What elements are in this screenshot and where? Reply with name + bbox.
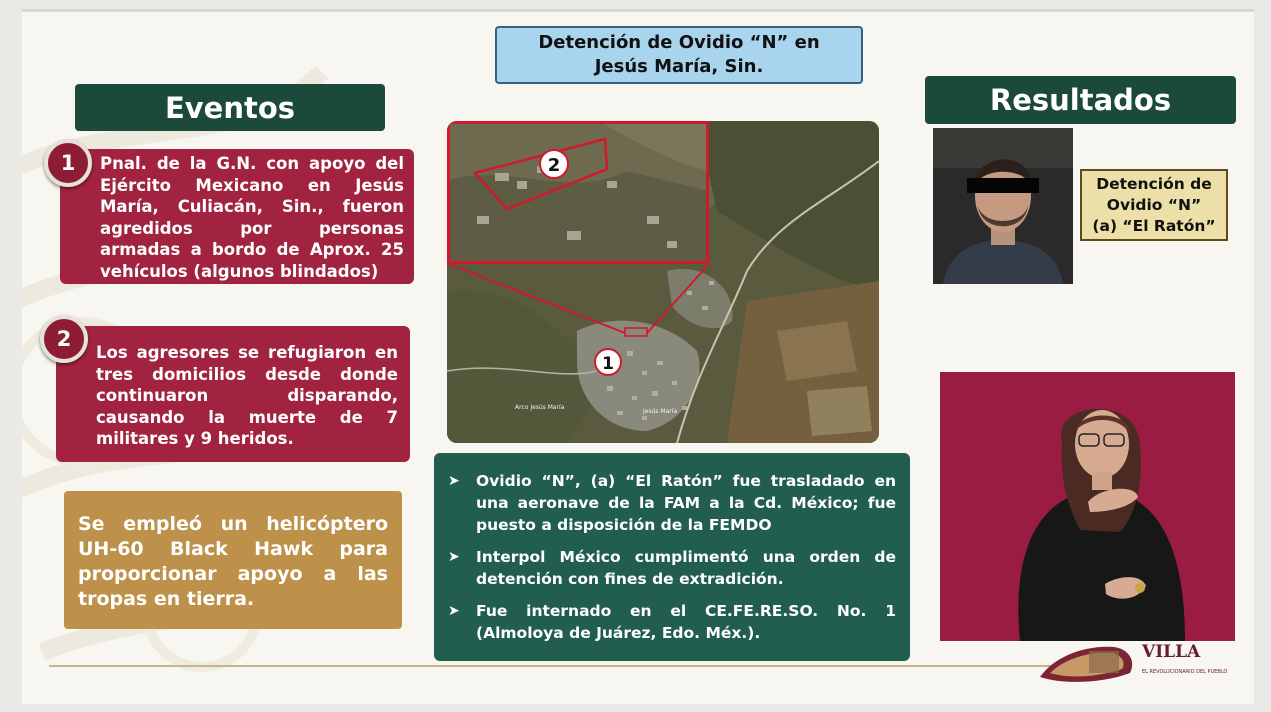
map-place-label-2: Jesús María bbox=[643, 408, 678, 415]
event-1-text: Pnal. de la G.N. con apoyo del Ejército Mexicano en Jesús María, Culiacán, Sin., fueron agredidos por personas armadas a bordo de Aprox. 25 vehículos (algunos blindados) bbox=[100, 154, 404, 281]
results-list-box bbox=[434, 453, 910, 661]
slide-title-line2: Jesús María, Sin. bbox=[594, 56, 764, 77]
satellite-map bbox=[447, 121, 879, 443]
sign-language-interpreter-video bbox=[940, 372, 1235, 641]
eventos-header: Eventos bbox=[75, 84, 385, 131]
map-place-label: Arco Jesús María bbox=[515, 404, 565, 411]
slide-title bbox=[495, 26, 863, 84]
event-1-box bbox=[60, 149, 414, 284]
event-2-text: Los agresores se refugiaron en tres domicilios desde donde continuaron disparando, causando la muerte de 7 militares y 9 heridos. bbox=[96, 343, 398, 448]
results-list-text-1: Ovidio “N”, (a) “El Ratón” fue trasladado en una aeronave de la FAM a la Cd. México; fue puesto a disposición de la FEMDO bbox=[476, 472, 896, 534]
caption-line3: (a) “El Ratón” bbox=[1092, 216, 1216, 235]
villa-logo bbox=[1034, 639, 1234, 689]
footer-divider bbox=[49, 665, 1079, 667]
map-marker-2-label: 2 bbox=[547, 155, 561, 176]
results-list-item bbox=[448, 600, 896, 644]
event-2-box bbox=[56, 326, 410, 462]
map-marker-1-label: 1 bbox=[602, 354, 614, 374]
arrow-bullet-icon: ➤ bbox=[448, 473, 460, 489]
presentation-slide bbox=[22, 9, 1254, 704]
arrow-bullet-icon: ➤ bbox=[448, 549, 460, 565]
villa-logo-tagline: EL REVOLUCIONARIO DEL PUEBLO bbox=[1142, 669, 1228, 675]
caption-line2: Ovidio “N” bbox=[1106, 195, 1202, 214]
helicopter-note: Se empleó un helicóptero UH-60 Black Hawk para proporcionar apoyo a las tropas en tierra. bbox=[64, 491, 402, 629]
detainee-caption bbox=[1080, 169, 1228, 241]
event-2-number-badge: 2 bbox=[40, 315, 88, 363]
arrow-bullet-icon: ➤ bbox=[448, 603, 460, 619]
results-list-item bbox=[448, 546, 896, 590]
map-marker-icon bbox=[595, 349, 621, 375]
slide-title-line1: Detención de Ovidio “N” en bbox=[538, 32, 820, 53]
villa-logo-name: VILLA bbox=[1142, 642, 1201, 662]
results-list-text-2: Interpol México cumplimentó una orden de detención con fines de extradición. bbox=[476, 548, 896, 588]
caption-line1: Detención de bbox=[1096, 174, 1212, 193]
map-marker-icon bbox=[540, 150, 568, 178]
results-list-text-3: Fue internado en el CE.FE.RE.SO. No. 1 (Almoloya de Juárez, Edo. Méx.). bbox=[476, 602, 896, 642]
results-list-item bbox=[448, 470, 896, 536]
detainee-photo bbox=[933, 128, 1073, 284]
resultados-header: Resultados bbox=[925, 76, 1236, 124]
event-1-number-badge: 1 bbox=[44, 139, 92, 187]
